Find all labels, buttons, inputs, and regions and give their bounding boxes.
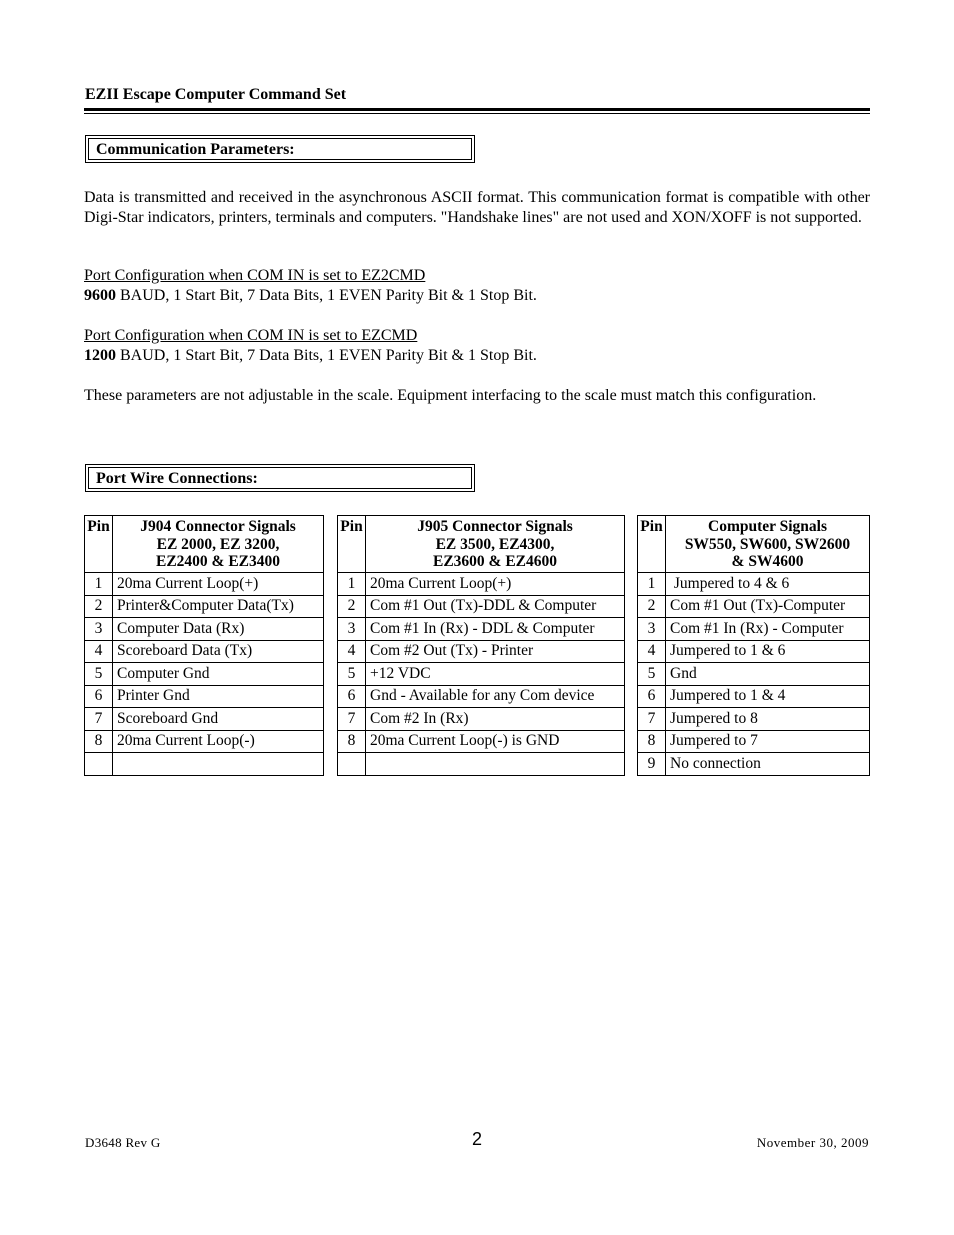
- pin-cell: 2: [638, 595, 666, 618]
- signal-cell: Jumpered to 4 & 6: [666, 573, 870, 596]
- pin-header: Pin: [338, 516, 366, 573]
- signal-cell: Computer Gnd: [113, 663, 324, 686]
- j904-table: [84, 515, 324, 776]
- signal-cell: Com #1 Out (Tx)-DDL & Computer: [366, 595, 625, 618]
- cfg1-heading: Port Configuration when COM IN is set to EZ2CMD: [84, 267, 426, 284]
- table-row: [338, 640, 625, 663]
- table-row: [338, 618, 625, 641]
- signal-cell: Jumpered to 1 & 6: [666, 640, 870, 663]
- signal-header: [666, 516, 870, 573]
- table-row: [638, 685, 870, 708]
- table-header-row: [85, 516, 324, 573]
- cfg1-text: BAUD, 1 Start Bit, 7 Data Bits, 1 EVEN Parity Bit & 1 Stop Bit.: [116, 287, 537, 304]
- pin-cell: 5: [638, 663, 666, 686]
- signal-cell: Com #1 In (Rx) - DDL & Computer: [366, 618, 625, 641]
- footer-doc-id: D3648 Rev G: [85, 1135, 161, 1150]
- signal-cell: Printer&Computer Data(Tx): [113, 595, 324, 618]
- table-row: [338, 595, 625, 618]
- pin-cell: 3: [338, 618, 366, 641]
- footer-date: November 30, 2009: [756, 1135, 869, 1150]
- table-row: [338, 708, 625, 731]
- signal-header-line: Computer Signals: [708, 518, 827, 535]
- signal-cell: Scoreboard Data (Tx): [113, 640, 324, 663]
- signal-cell: Jumpered to 1 & 4: [666, 685, 870, 708]
- signal-cell: [366, 753, 625, 776]
- signal-cell: 20ma Current Loop(-): [113, 730, 324, 753]
- cfg2-baud: 1200: [84, 347, 116, 364]
- comm-params-heading: Communication Parameters:: [88, 138, 472, 160]
- signal-cell: Com #2 Out (Tx) - Printer: [366, 640, 625, 663]
- signal-cell: 20ma Current Loop(-) is GND: [366, 730, 625, 753]
- pin-cell: 1: [85, 573, 113, 596]
- note-paragraph: These parameters are not adjustable in the scale. Equipment interfacing to the scale must match this configuration.: [84, 387, 817, 404]
- pin-cell: 1: [638, 573, 666, 596]
- signal-cell: Com #1 Out (Tx)-Computer: [666, 595, 870, 618]
- pin-cell: 3: [638, 618, 666, 641]
- signal-cell: Com #1 In (Rx) - Computer: [666, 618, 870, 641]
- signal-cell: Jumpered to 8: [666, 708, 870, 731]
- table-header-row: [638, 516, 870, 573]
- intro-paragraph: Data is transmitted and received in the asynchronous ASCII format. This communication format is compatible with other Digi-Star indicators, printers, terminals and computers. "Handshake lines" are not used and XON/XOFF is not supported.: [84, 189, 870, 226]
- signal-cell: Jumpered to 7: [666, 730, 870, 753]
- table-row: [638, 595, 870, 618]
- comm-params-heading-box: [85, 135, 475, 163]
- pin-header: Pin: [638, 516, 666, 573]
- pin-cell: 9: [638, 753, 666, 776]
- computer-signals-table: [637, 515, 870, 776]
- signal-cell: 20ma Current Loop(+): [113, 573, 324, 596]
- cfg2-text: BAUD, 1 Start Bit, 7 Data Bits, 1 EVEN Parity Bit & 1 Stop Bit.: [116, 347, 537, 364]
- pin-cell: 5: [85, 663, 113, 686]
- footer-page-number: 2: [471, 1129, 482, 1149]
- cfg2-heading: Port Configuration when COM IN is set to EZCMD: [84, 327, 418, 344]
- signal-cell: Printer Gnd: [113, 685, 324, 708]
- table-row: [85, 708, 324, 731]
- signal-header-line: EZ2400 & EZ3400: [155, 553, 280, 570]
- pin-cell: 1: [338, 573, 366, 596]
- j905-table: [337, 515, 625, 776]
- signal-header: [113, 516, 324, 573]
- pin-cell: 4: [638, 640, 666, 663]
- table-row: [85, 573, 324, 596]
- pin-cell: 8: [338, 730, 366, 753]
- pin-cell: 4: [338, 640, 366, 663]
- table-row: [85, 685, 324, 708]
- table-row: [85, 730, 324, 753]
- table-row: [85, 753, 324, 776]
- signal-cell: 20ma Current Loop(+): [366, 573, 625, 596]
- table-row: [638, 640, 870, 663]
- document-title: EZII Escape Computer Command Set: [85, 86, 347, 103]
- pin-cell: 2: [338, 595, 366, 618]
- wire-connections-heading-box: [85, 464, 475, 492]
- pin-cell: [85, 753, 113, 776]
- signal-header-line: J905 Connector Signals: [417, 518, 573, 535]
- pin-cell: 7: [338, 708, 366, 731]
- pin-cell: 8: [85, 730, 113, 753]
- header-rule-thick: [84, 108, 870, 111]
- signal-header-line: EZ3600 & EZ4600: [432, 553, 557, 570]
- pin-cell: 2: [85, 595, 113, 618]
- signal-cell: Gnd: [666, 663, 870, 686]
- pin-cell: 4: [85, 640, 113, 663]
- table-row: [85, 595, 324, 618]
- cfg2-line: [84, 346, 537, 366]
- table-header-row: [338, 516, 625, 573]
- pin-cell: 3: [85, 618, 113, 641]
- pin-cell: 8: [638, 730, 666, 753]
- signal-cell: [113, 753, 324, 776]
- pin-cell: 6: [338, 685, 366, 708]
- table-row: [638, 708, 870, 731]
- pin-header: Pin: [85, 516, 113, 573]
- signal-cell: Gnd - Available for any Com device: [366, 685, 625, 708]
- signal-cell: No connection: [666, 753, 870, 776]
- signal-header-line: J904 Connector Signals: [140, 518, 296, 535]
- pin-cell: 6: [638, 685, 666, 708]
- cfg1-line: [84, 286, 537, 306]
- table-row: [338, 753, 625, 776]
- table-row: [85, 618, 324, 641]
- table-row: [85, 663, 324, 686]
- signal-cell: +12 VDC: [366, 663, 625, 686]
- pin-cell: [338, 753, 366, 776]
- table-row: [85, 640, 324, 663]
- pin-cell: 7: [85, 708, 113, 731]
- signal-header-line: SW550, SW600, SW2600: [684, 535, 851, 553]
- table-row: [638, 730, 870, 753]
- pin-cell: 6: [85, 685, 113, 708]
- signal-cell: Com #2 In (Rx): [366, 708, 625, 731]
- signal-header: [366, 516, 625, 573]
- header-rule-thin: [84, 113, 870, 114]
- table-row: [338, 663, 625, 686]
- wire-connections-heading: Port Wire Connections:: [88, 467, 472, 489]
- table-row: [338, 730, 625, 753]
- cfg1-baud: 9600: [84, 287, 116, 304]
- pin-cell: 5: [338, 663, 366, 686]
- table-row: [638, 663, 870, 686]
- table-row: [638, 573, 870, 596]
- pin-cell: 7: [638, 708, 666, 731]
- signal-header-line: EZ 2000, EZ 3200,: [156, 535, 280, 553]
- signal-header-line: & SW4600: [731, 553, 804, 570]
- signal-header-line: EZ 3500, EZ4300,: [435, 535, 555, 553]
- signal-cell: Computer Data (Rx): [113, 618, 324, 641]
- table-row: [638, 753, 870, 776]
- table-row: [338, 685, 625, 708]
- table-row: [338, 573, 625, 596]
- signal-cell: Scoreboard Gnd: [113, 708, 324, 731]
- table-row: [638, 618, 870, 641]
